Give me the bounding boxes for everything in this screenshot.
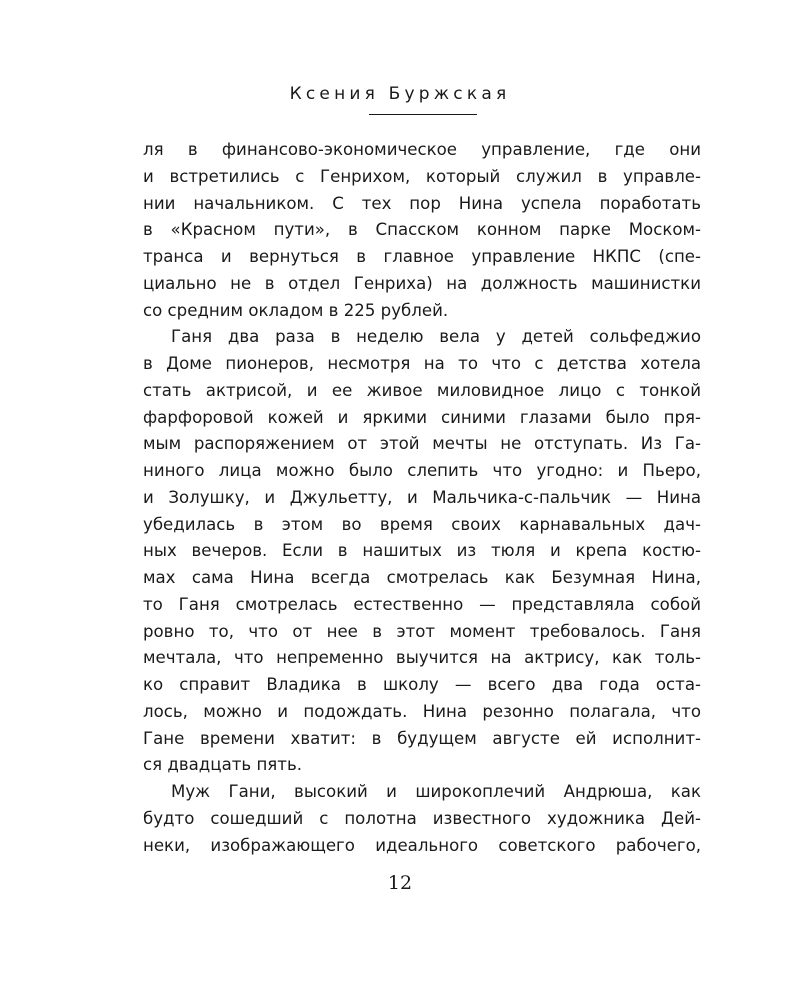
text-line: Ганя два раза в неделю вела у детей сольфеджио (171, 327, 701, 347)
text-line: транса и вернуться в главное управление НКПС (спе- (143, 247, 701, 266)
text-line: будто сошедший с полотна известного художника Дей- (143, 808, 701, 828)
paragraph (143, 137, 701, 324)
text-line: ниного лица можно было слепить что угодно: и Пьеро, (143, 461, 701, 480)
text-line: Муж Гани, высокий и широкоплечий Андрюша, как (171, 782, 701, 801)
text-line: нии начальником. С тех пор Нина успела поработать (143, 193, 701, 213)
header-rule (369, 114, 477, 115)
text-line: ровно то, что от нее в этот момент требовалось. Ганя (143, 621, 701, 641)
text-line: со средним окладом в 225 рублей. (143, 300, 449, 320)
running-head-author: Ксения Буржская (289, 84, 511, 104)
text-line: мечтала, что непременно выучится на актрису, как толь- (143, 648, 701, 668)
text-line: фарфоровой кожей и яркими синими глазами было пря- (143, 407, 701, 427)
text-line: Гане времени хватит: в будущем августе ей исполнит- (143, 728, 701, 748)
text-line: ля в финансово-экономическое управление, где они (143, 140, 701, 159)
text-line: убедилась в этом во время своих карнавальных дач- (143, 514, 701, 534)
text-line: и встретились с Генрихом, который служил в управле- (143, 166, 701, 186)
text-line: стать актрисой, и ее живое миловидное лицо с тонкой (143, 380, 701, 400)
text-line: мым распоряжением от этой мечты не отступать. Из Га- (143, 434, 701, 454)
page-number: 12 (387, 872, 413, 894)
text-line: ко справит Владика в школу — всего два года оста- (143, 675, 701, 694)
text-line: неки, изображающего идеального советского рабочего, (143, 835, 701, 855)
text-line: циально не в отдел Генриха) на должность машинистки (143, 273, 701, 293)
text-line: в Доме пионеров, несмотря на то что с детства хотела (143, 354, 701, 373)
paragraph (143, 779, 701, 859)
text-line: и Золушку, и Джульетту, и Мальчика-с-пальчик — Нина (143, 487, 701, 507)
paragraph (143, 324, 701, 779)
text-line: ных вечеров. Если в нашитых из тюля и крепа костю- (143, 541, 701, 561)
text-line: лось, можно и подождать. Нина резонно полагала, что (143, 701, 701, 721)
body-text (143, 137, 701, 859)
text-line: в «Красном пути», в Спасском конном парке Моском- (143, 220, 701, 240)
text-line: ся двадцать пять. (143, 755, 303, 775)
text-line: мах сама Нина всегда смотрелась как Безумная Нина, (143, 568, 701, 587)
text-line: то Ганя смотрелась естественно — представляла собой (143, 594, 701, 614)
